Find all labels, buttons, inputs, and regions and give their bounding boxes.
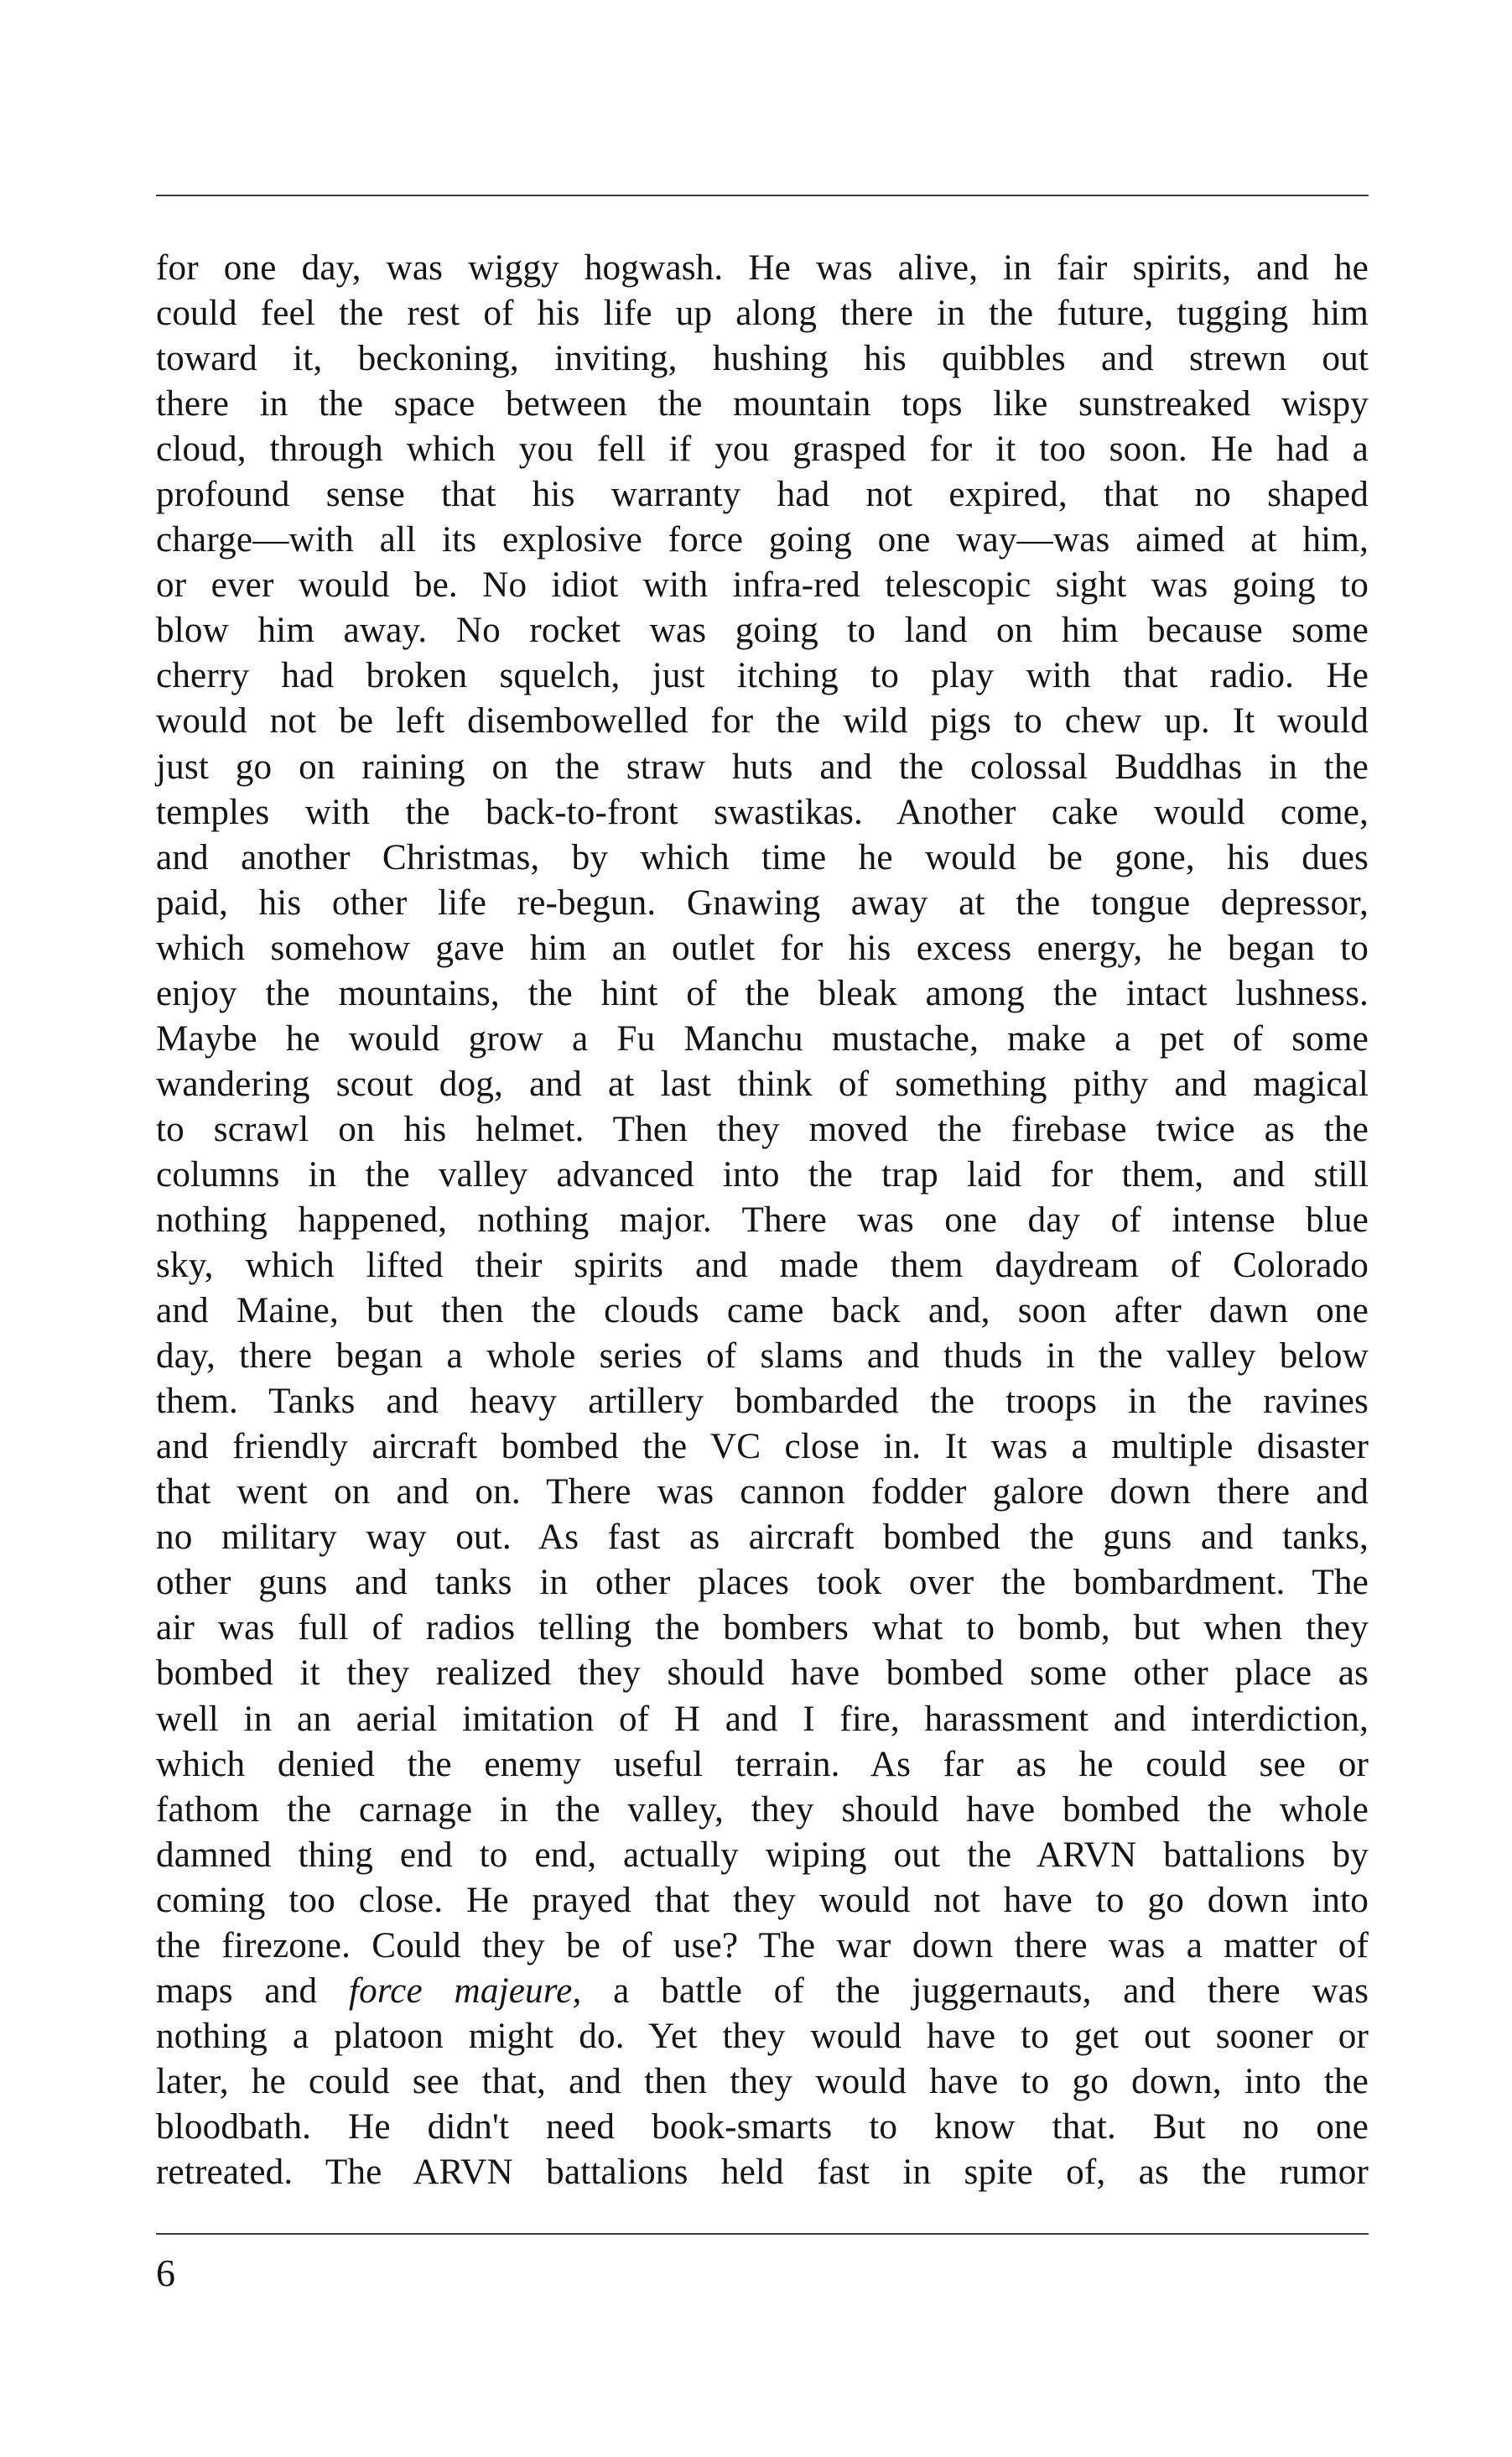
italic-phrase: force majeure, bbox=[348, 1970, 582, 2011]
text-line: nothing happened, nothing major. There was one day of intense blue bbox=[156, 1200, 1369, 1240]
text-line: air was full of radios telling the bombers what to bomb, but when they bbox=[156, 1608, 1369, 1648]
text-line: which denied the enemy useful terrain. As far as he could see or bbox=[156, 1744, 1369, 1784]
footer-rule bbox=[156, 2233, 1369, 2235]
text-line: retreated. The ARVN battalions held fast in spite of, as the rumor bbox=[156, 2152, 1369, 2192]
text-line: enjoy the mountains, the hint of the bleak among the intact lushness. bbox=[156, 973, 1369, 1013]
text-line: nothing a platoon might do. Yet they would have to get out sooner or bbox=[156, 2016, 1369, 2056]
text-line: toward it, beckoning, inviting, hushing his quibbles and strewn out bbox=[156, 339, 1369, 379]
text-line: and Maine, but then the clouds came back and, soon after dawn one bbox=[156, 1291, 1369, 1331]
text-line: coming too close. He prayed that they would not have to go down into bbox=[156, 1880, 1369, 1920]
text-line: fathom the carnage in the valley, they should have bombed the whole bbox=[156, 1789, 1369, 1830]
text-line: just go on raining on the straw huts and the colossal Buddhas in the bbox=[156, 747, 1369, 787]
text-line: could feel the rest of his life up along there in the future, tugging him bbox=[156, 294, 1369, 334]
text-line: bloodbath. He didn't need book-smarts to know that. But no one bbox=[156, 2106, 1369, 2147]
text-line: that went on and on. There was cannon fodder galore down there and bbox=[156, 1472, 1369, 1512]
text-segment: maps and bbox=[156, 1970, 318, 2011]
text-line: blow him away. No rocket was going to land on him because some bbox=[156, 611, 1369, 651]
text-line: and friendly aircraft bombed the VC close in. It was a multiple disaster bbox=[156, 1427, 1369, 1467]
text-line: temples with the back-to-front swastikas. Another cake would come, bbox=[156, 792, 1369, 832]
text-line: damned thing end to end, actually wiping out the ARVN battalions by bbox=[156, 1835, 1369, 1875]
text-line: and another Christmas, by which time he would be gone, his dues bbox=[156, 837, 1369, 877]
text-line: for one day, was wiggy hogwash. He was alive, in fair spirits, and he bbox=[156, 248, 1369, 288]
header-rule bbox=[156, 195, 1369, 196]
body-text bbox=[156, 246, 1369, 2195]
text-line: which somehow gave him an outlet for his excess energy, he began to bbox=[156, 928, 1369, 968]
text-line: there in the space between the mountain tops like sunstreaked wispy bbox=[156, 384, 1369, 424]
text-line-with-italic bbox=[156, 1969, 1369, 2014]
text-line: later, he could see that, and then they would have to go down, into the bbox=[156, 2061, 1369, 2101]
text-line: well in an aerial imitation of H and I fire, harassment and interdiction, bbox=[156, 1699, 1369, 1739]
text-line: would not be left disembowelled for the wild pigs to chew up. It would bbox=[156, 701, 1369, 742]
text-line: to scrawl on his helmet. Then they moved the firebase twice as the bbox=[156, 1109, 1369, 1149]
text-line: sky, which lifted their spirits and made them daydream of Colorado bbox=[156, 1246, 1369, 1286]
text-line: columns in the valley advanced into the trap laid for them, and still bbox=[156, 1154, 1369, 1195]
text-line: no military way out. As fast as aircraft bombed the guns and tanks, bbox=[156, 1517, 1369, 1558]
text-segment: a battle of the juggernauts, and there was bbox=[581, 1970, 1369, 2011]
text-line: cloud, through which you fell if you grasped for it too soon. He had a bbox=[156, 429, 1369, 470]
text-line: paid, his other life re-begun. Gnawing away at the tongue depressor, bbox=[156, 882, 1369, 923]
text-line: other guns and tanks in other places took over the bombardment. The bbox=[156, 1563, 1369, 1603]
page-number: 6 bbox=[156, 2251, 175, 2294]
text-line: day, there began a whole series of slams and thuds in the valley below bbox=[156, 1336, 1369, 1377]
text-line: or ever would be. No idiot with infra-red telescopic sight was going to bbox=[156, 565, 1369, 606]
text-line: Maybe he would grow a Fu Manchu mustache, make a pet of some bbox=[156, 1018, 1369, 1059]
text-line: profound sense that his warranty had not expired, that no shaped bbox=[156, 475, 1369, 515]
text-line: the firezone. Could they be of use? The war down there was a matter of bbox=[156, 1925, 1369, 1965]
text-line: charge—with all its explosive force going one way—was aimed at him, bbox=[156, 520, 1369, 560]
text-line: bombed it they realized they should have bombed some other place as bbox=[156, 1653, 1369, 1694]
text-line: cherry had broken squelch, just itching to play with that radio. He bbox=[156, 656, 1369, 696]
text-line: them. Tanks and heavy artillery bombarded the troops in the ravines bbox=[156, 1382, 1369, 1422]
text-line: wandering scout dog, and at last think of something pithy and magical bbox=[156, 1064, 1369, 1104]
